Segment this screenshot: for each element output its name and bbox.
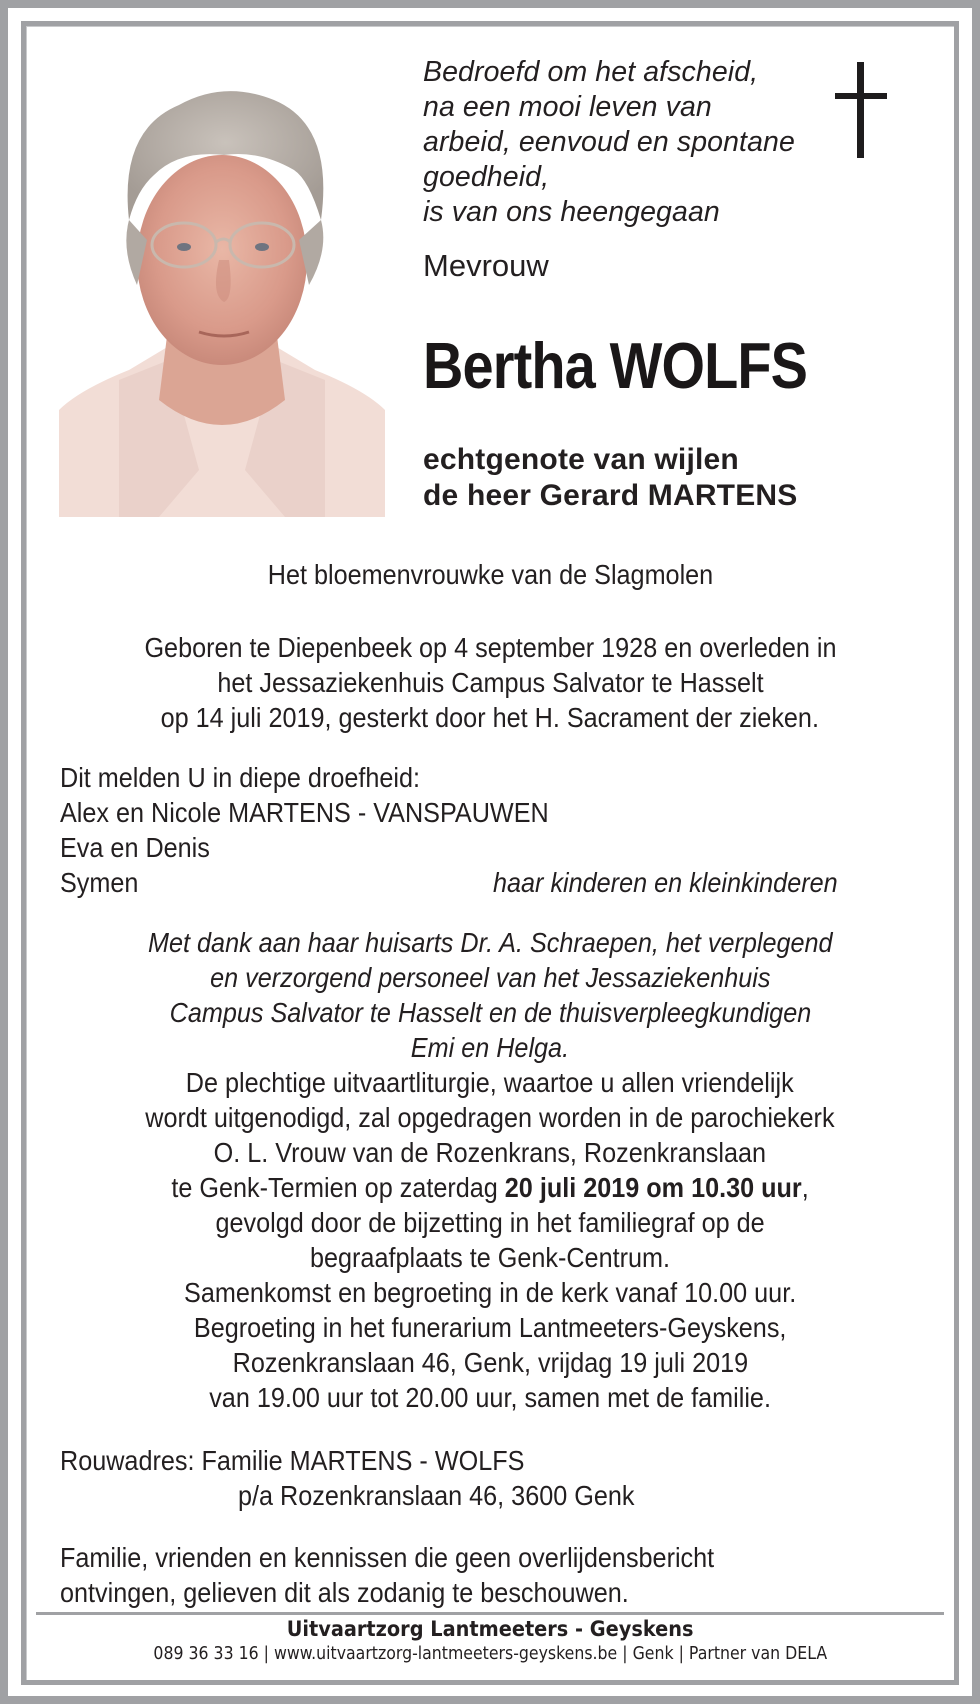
funeral-line [171,1170,808,1205]
spouse-line: de heer Gerard MARTENS [423,479,798,512]
phone-number: 089 36 33 16 [153,1644,259,1664]
contact-line [153,1644,827,1664]
partner: Partner van DELA [688,1644,827,1664]
separator: | [258,1644,274,1664]
closing-note [60,1540,787,1610]
funeral-line: wordt uitgenodigd, zal opgedragen worden in de parochiekerk [145,1102,835,1133]
funeral-line: Rozenkranslaan 46, Genk, vrijdag 19 juli 2019 [232,1347,748,1378]
deceased-name: Bertha WOLFS [423,329,808,402]
thanks-line: Met dank aan haar huisarts Dr. A. Schraepen, het verplegend [147,927,833,958]
title-prefix: Mevrouw [423,248,549,283]
nickname [26,557,954,592]
spouse-line: echtgenote van wijlen [423,443,739,476]
funeral-details [26,1065,954,1415]
family-member: Alex en Nicole MARTENS - VANSPAUWEN [60,797,549,828]
funeral-home-contact [26,1644,954,1664]
nickname-text: Het bloemenvrouwke van de Slagmolen [267,559,713,590]
funeral-line: Samenkomst en begroeting in de kerk vanaf 10.00 uur. [183,1277,797,1308]
footer-divider [36,1612,944,1615]
thanks-line: Emi en Helga. [410,1032,570,1063]
spouse-info [423,442,798,514]
portrait-photo [59,70,385,517]
funeral-datetime: 20 juli 2019 om 10.30 uur [504,1172,802,1203]
cross-icon-horizontal [835,93,887,99]
funeral-home-name-text: Uitvaartzorg Lantmeeters - Geyskens [286,1617,694,1641]
thanks-text [26,925,954,1065]
closing-line: ontvingen, gelieven dit als zodanig te beschouwen. [60,1577,629,1608]
funeral-text: te Genk-Termien op zaterdag [171,1172,505,1203]
funeral-line: begraafplaats te Genk-Centrum. [309,1242,670,1273]
intro-line: Bedroefd om het afscheid, [423,56,759,88]
family-member: Eva en Denis [60,832,210,863]
birth-death-line: Geboren te Diepenbeek op 4 september 1928 en overleden in [143,632,837,663]
intro-line: goedheid, [423,161,550,193]
funeral-line: De plechtige uitvaartliturgie, waartoe u allen vriendelijk [186,1067,794,1098]
thanks-line: en verzorgend personeel van het Jessaziekenhuis [209,962,771,993]
family-intro: Dit melden U in diepe droefheid: [60,762,421,793]
intro-line: is van ons heengegaan [423,196,720,228]
cross-icon-vertical [857,62,864,158]
birth-death-info [26,630,954,735]
family-member: Symen [60,867,139,898]
intro-verse [423,55,795,230]
birth-death-line: op 14 juli 2019, gesterkt door het H. Sacrament der zieken. [160,702,820,733]
mourning-address [60,1443,679,1513]
address-line: p/a Rozenkranslaan 46, 3600 Genk [238,1480,635,1511]
thanks-line: Campus Salvator te Hasselt en de thuisverpleegkundigen [169,997,811,1028]
separator: | [673,1644,689,1664]
city: Genk [632,1644,674,1664]
intro-line: na een mooi leven van [423,91,712,123]
family-relation-text: haar kinderen en kleinkinderen [493,867,838,898]
funeral-line: van 19.00 uur tot 20.00 uur, samen met de familie. [209,1382,771,1413]
closing-line: Familie, vrienden en kennissen die geen overlijdensbericht [60,1542,715,1573]
family-relation [493,865,876,900]
address-line: Rouwadres: Familie MARTENS - WOLFS [60,1445,525,1476]
funeral-text: , [801,1172,809,1203]
funeral-home-name [26,1617,954,1641]
funeral-line: gevolgd door de bijzetting in het familiegraf op de [215,1207,765,1238]
website-link[interactable]: www.uitvaartzorg-lantmeeters-geyskens.be [273,1644,617,1664]
birth-death-line: het Jessaziekenhuis Campus Salvator te Hasselt [216,667,764,698]
funeral-line: Begroeting in het funerarium Lantmeeters-Geyskens, [193,1312,787,1343]
funeral-line: O. L. Vrouw van de Rozenkrans, Rozenkranslaan [213,1137,767,1168]
separator: | [616,1644,633,1664]
intro-line: arbeid, eenvoud en spontane [423,126,795,158]
